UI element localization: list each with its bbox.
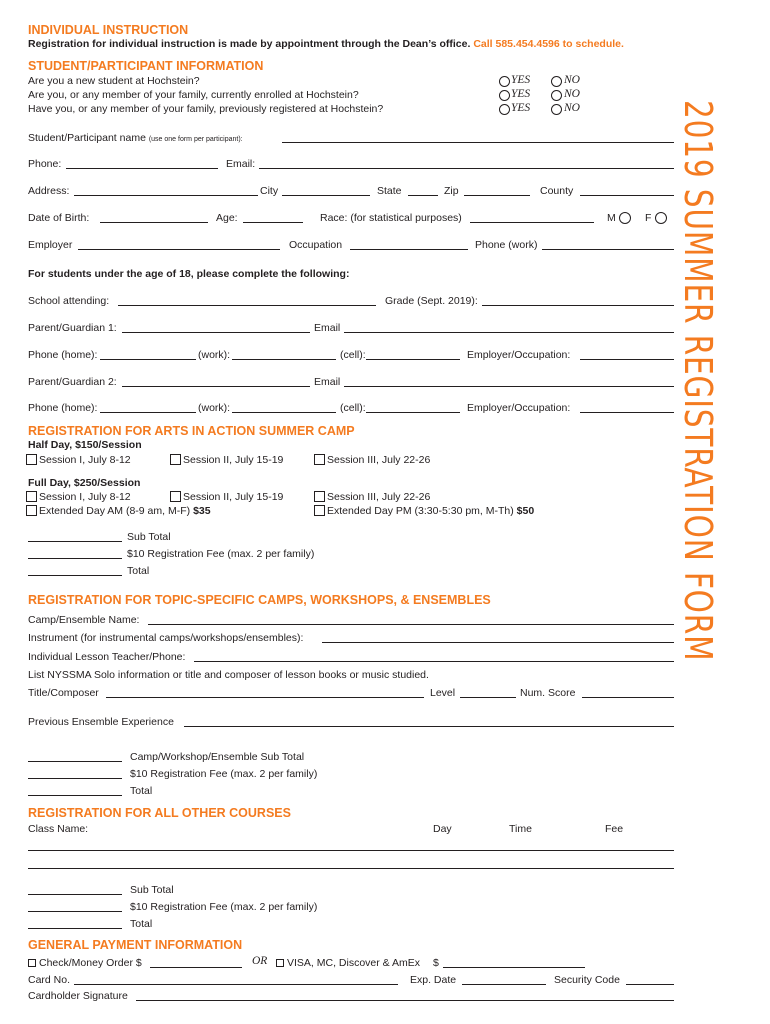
employer-field[interactable] bbox=[78, 249, 280, 250]
name-label-text: Student/Participant name bbox=[28, 132, 146, 144]
teacher-label: Individual Lesson Teacher/Phone: bbox=[28, 651, 186, 663]
school-label: School attending: bbox=[28, 295, 110, 307]
title-composer-label: Title/Composer bbox=[28, 687, 99, 699]
class-line-2[interactable] bbox=[28, 868, 674, 869]
other-subtotal-label: Sub Total bbox=[130, 884, 174, 896]
or-label: OR bbox=[252, 955, 268, 967]
card-amount-field[interactable] bbox=[443, 967, 585, 968]
half-s2-checkbox[interactable] bbox=[170, 454, 181, 465]
session2-label: Session II, July 15-19 bbox=[183, 454, 284, 466]
other-total-label: Total bbox=[130, 918, 153, 930]
topic-fee-field[interactable] bbox=[28, 778, 122, 779]
individual-description: Registration for individual instruction is made by appointment through the Dean’s office. bbox=[28, 38, 471, 50]
phone-home-label: Phone (home): bbox=[28, 349, 98, 361]
arts-subtotal-label: Sub Total bbox=[127, 531, 171, 543]
dob-label: Date of Birth: bbox=[28, 212, 90, 224]
camp-name-field[interactable] bbox=[148, 624, 674, 625]
phone-label: Phone: bbox=[28, 158, 62, 170]
other-total-field[interactable] bbox=[28, 928, 122, 929]
parent2-email-field[interactable] bbox=[344, 386, 674, 387]
level-label: Level bbox=[430, 687, 456, 699]
yes-radio-2[interactable] bbox=[499, 90, 510, 101]
occupation-field[interactable] bbox=[350, 249, 468, 250]
ext-pm-label bbox=[327, 505, 534, 517]
county-label: County bbox=[540, 185, 574, 197]
no-radio-3[interactable] bbox=[551, 104, 562, 115]
cell-label: (cell): bbox=[340, 349, 366, 361]
ext-am-price: $35 bbox=[193, 505, 211, 517]
fee-col-label: Fee bbox=[605, 823, 624, 835]
class-name-label: Class Name: bbox=[28, 823, 89, 835]
phone-home-label: Phone (home): bbox=[28, 402, 98, 414]
ext-am-text: Extended Day AM (8-9 am, M-F) bbox=[39, 505, 191, 517]
name-hint: (use one form per participant): bbox=[148, 136, 243, 143]
signature-label: Cardholder Signature bbox=[28, 990, 128, 1002]
yes-label: YES bbox=[511, 102, 531, 114]
emp-occ-label: Employer/Occupation: bbox=[467, 402, 571, 414]
student-heading: STUDENT/PARTICIPANT INFORMATION bbox=[28, 59, 264, 73]
security-code-field[interactable] bbox=[626, 984, 674, 985]
female-radio[interactable] bbox=[655, 212, 667, 224]
emp-occ-field-2[interactable] bbox=[580, 412, 674, 413]
individual-heading: INDIVIDUAL INSTRUCTION bbox=[28, 23, 189, 37]
grade-label: Grade (Sept. 2019): bbox=[385, 295, 478, 307]
prev-ensemble-field[interactable] bbox=[184, 726, 674, 727]
question-enrolled: Are you, or any member of your family, currently enrolled at Hochstein? bbox=[28, 89, 359, 101]
no-label: NO bbox=[564, 74, 580, 86]
instrument-field[interactable] bbox=[322, 642, 674, 643]
signature-field[interactable] bbox=[136, 1000, 674, 1001]
class-line-1[interactable] bbox=[28, 850, 674, 851]
level-field[interactable] bbox=[460, 697, 516, 698]
arts-total-field[interactable] bbox=[28, 575, 122, 576]
work-label: (work): bbox=[198, 349, 231, 361]
cell-field[interactable] bbox=[366, 359, 460, 360]
under18-heading: For students under the age of 18, please complete the following: bbox=[28, 268, 350, 280]
city-label: City bbox=[260, 185, 279, 197]
check-option[interactable] bbox=[28, 957, 142, 969]
day-col-label: Day bbox=[433, 823, 452, 835]
yes-radio-3[interactable] bbox=[499, 104, 510, 115]
individual-text bbox=[28, 38, 624, 50]
other-subtotal-field[interactable] bbox=[28, 894, 122, 895]
work-field-2[interactable] bbox=[232, 412, 336, 413]
exp-date-label: Exp. Date bbox=[410, 974, 457, 986]
parent1-email-field[interactable] bbox=[344, 332, 674, 333]
full-day-label: Full Day, $250/Session bbox=[28, 477, 141, 489]
cell-label: (cell): bbox=[340, 402, 366, 414]
phone-home-field-2[interactable] bbox=[100, 412, 196, 413]
ext-pm-checkbox[interactable] bbox=[314, 505, 325, 516]
full-s1-checkbox[interactable] bbox=[26, 491, 37, 502]
arts-fee-label: $10 Registration Fee (max. 2 per family) bbox=[127, 548, 315, 560]
title-composer-field[interactable] bbox=[106, 697, 424, 698]
check-label: Check/Money Order $ bbox=[39, 957, 142, 969]
other-fee-field[interactable] bbox=[28, 911, 122, 912]
parent2-field[interactable] bbox=[122, 386, 310, 387]
state-field[interactable] bbox=[408, 195, 438, 196]
full-s3-checkbox[interactable] bbox=[314, 491, 325, 502]
arts-subtotal-field[interactable] bbox=[28, 541, 122, 542]
grade-field[interactable] bbox=[482, 305, 674, 306]
cell-field-2[interactable] bbox=[366, 412, 460, 413]
half-s1-checkbox[interactable] bbox=[26, 454, 37, 465]
ext-am-label bbox=[39, 505, 211, 517]
card-no-label: Card No. bbox=[28, 974, 71, 986]
race-label: Race: (for statistical purposes) bbox=[320, 212, 462, 224]
score-field[interactable] bbox=[582, 697, 674, 698]
topic-fee-label: $10 Registration Fee (max. 2 per family) bbox=[130, 768, 318, 780]
work-field[interactable] bbox=[232, 359, 336, 360]
topic-heading: REGISTRATION FOR TOPIC-SPECIFIC CAMPS, WORKSHOPS, & ENSEMBLES bbox=[28, 593, 491, 607]
arts-total-label: Total bbox=[127, 565, 150, 577]
instrument-label: Instrument (for instrumental camps/workshops/ensembles): bbox=[28, 632, 304, 644]
question-previous: Have you, or any member of your family, previously registered at Hochstein? bbox=[28, 103, 384, 115]
nyssma-label: List NYSSMA Solo information or title and composer of lesson books or music studied. bbox=[28, 669, 429, 681]
score-label: Num. Score bbox=[520, 687, 576, 699]
prev-ensemble-label: Previous Ensemble Experience bbox=[28, 716, 174, 728]
city-field[interactable] bbox=[282, 195, 370, 196]
card-option[interactable] bbox=[276, 957, 420, 969]
topic-total-label: Total bbox=[130, 785, 153, 797]
emp-occ-field[interactable] bbox=[580, 359, 674, 360]
age-label: Age: bbox=[216, 212, 238, 224]
email-field[interactable] bbox=[259, 168, 674, 169]
arts-heading: REGISTRATION FOR ARTS IN ACTION SUMMER CAMP bbox=[28, 424, 355, 438]
session3-label: Session III, July 22-26 bbox=[327, 491, 431, 503]
payment-heading: GENERAL PAYMENT INFORMATION bbox=[28, 938, 243, 952]
time-col-label: Time bbox=[509, 823, 532, 835]
card-dollar-label: $ bbox=[433, 957, 439, 969]
phone-work-field[interactable] bbox=[542, 249, 674, 250]
phone-work-label: Phone (work) bbox=[475, 239, 538, 251]
session3-label: Session III, July 22-26 bbox=[327, 454, 431, 466]
parent1-field[interactable] bbox=[122, 332, 310, 333]
topic-total-field[interactable] bbox=[28, 795, 122, 796]
card-type-label: VISA, MC, Discover & AmEx bbox=[287, 957, 421, 969]
session2-label: Session II, July 15-19 bbox=[183, 491, 284, 503]
occupation-label: Occupation bbox=[289, 239, 343, 251]
emp-occ-label: Employer/Occupation: bbox=[467, 349, 571, 361]
male-label: M bbox=[607, 212, 616, 224]
ext-pm-price: $50 bbox=[516, 505, 535, 517]
zip-label: Zip bbox=[444, 185, 459, 197]
session1-label: Session I, July 8-12 bbox=[39, 491, 131, 503]
full-s2-checkbox[interactable] bbox=[170, 491, 181, 502]
yes-label: YES bbox=[511, 74, 531, 86]
name-field[interactable] bbox=[282, 142, 674, 143]
half-day-label: Half Day, $150/Session bbox=[28, 439, 142, 451]
check-checkbox[interactable] bbox=[28, 959, 36, 967]
race-field[interactable] bbox=[470, 222, 594, 223]
half-s3-checkbox[interactable] bbox=[314, 454, 325, 465]
female-label: F bbox=[645, 212, 652, 224]
yes-radio-1[interactable] bbox=[499, 76, 510, 87]
parent1-email-label: Email bbox=[314, 322, 341, 334]
arts-fee-field[interactable] bbox=[28, 558, 122, 559]
side-title: 2019 SUMMER REGISTRATION FORM bbox=[676, 100, 720, 662]
address-label: Address: bbox=[28, 185, 70, 197]
yes-label: YES bbox=[511, 88, 531, 100]
check-amount-field[interactable] bbox=[150, 967, 242, 968]
work-label: (work): bbox=[198, 402, 231, 414]
school-field[interactable] bbox=[118, 305, 376, 306]
security-code-label: Security Code bbox=[554, 974, 620, 986]
parent1-label: Parent/Guardian 1: bbox=[28, 322, 117, 334]
name-label bbox=[28, 132, 243, 144]
male-radio[interactable] bbox=[619, 212, 631, 224]
parent2-label: Parent/Guardian 2: bbox=[28, 376, 117, 388]
card-no-field[interactable] bbox=[74, 984, 398, 985]
phone-home-field[interactable] bbox=[100, 359, 196, 360]
question-new: Are you a new student at Hochstein? bbox=[28, 75, 200, 87]
zip-field[interactable] bbox=[464, 195, 530, 196]
address-field[interactable] bbox=[74, 195, 258, 196]
ext-am-checkbox[interactable] bbox=[26, 505, 37, 516]
teacher-field[interactable] bbox=[194, 661, 674, 662]
parent2-email-label: Email bbox=[314, 376, 341, 388]
exp-date-field[interactable] bbox=[462, 984, 546, 985]
individual-call: Call 585.454.4596 to schedule. bbox=[473, 38, 624, 50]
session1-label: Session I, July 8-12 bbox=[39, 454, 131, 466]
phone-field[interactable] bbox=[66, 168, 218, 169]
topic-subtotal-field[interactable] bbox=[28, 761, 122, 762]
age-field[interactable] bbox=[243, 222, 303, 223]
dob-field[interactable] bbox=[100, 222, 208, 223]
card-checkbox[interactable] bbox=[276, 959, 284, 967]
no-label: NO bbox=[564, 88, 580, 100]
employer-label: Employer bbox=[28, 239, 73, 251]
no-radio-1[interactable] bbox=[551, 76, 562, 87]
ext-pm-text: Extended Day PM (3:30-5:30 pm, M-Th) bbox=[327, 505, 514, 517]
state-label: State bbox=[377, 185, 402, 197]
no-radio-2[interactable] bbox=[551, 90, 562, 101]
no-label: NO bbox=[564, 102, 580, 114]
county-field[interactable] bbox=[580, 195, 674, 196]
other-fee-label: $10 Registration Fee (max. 2 per family) bbox=[130, 901, 318, 913]
email-label: Email: bbox=[226, 158, 256, 170]
other-heading: REGISTRATION FOR ALL OTHER COURSES bbox=[28, 806, 291, 820]
camp-name-label: Camp/Ensemble Name: bbox=[28, 614, 140, 626]
topic-subtotal-label: Camp/Workshop/Ensemble Sub Total bbox=[130, 751, 305, 763]
